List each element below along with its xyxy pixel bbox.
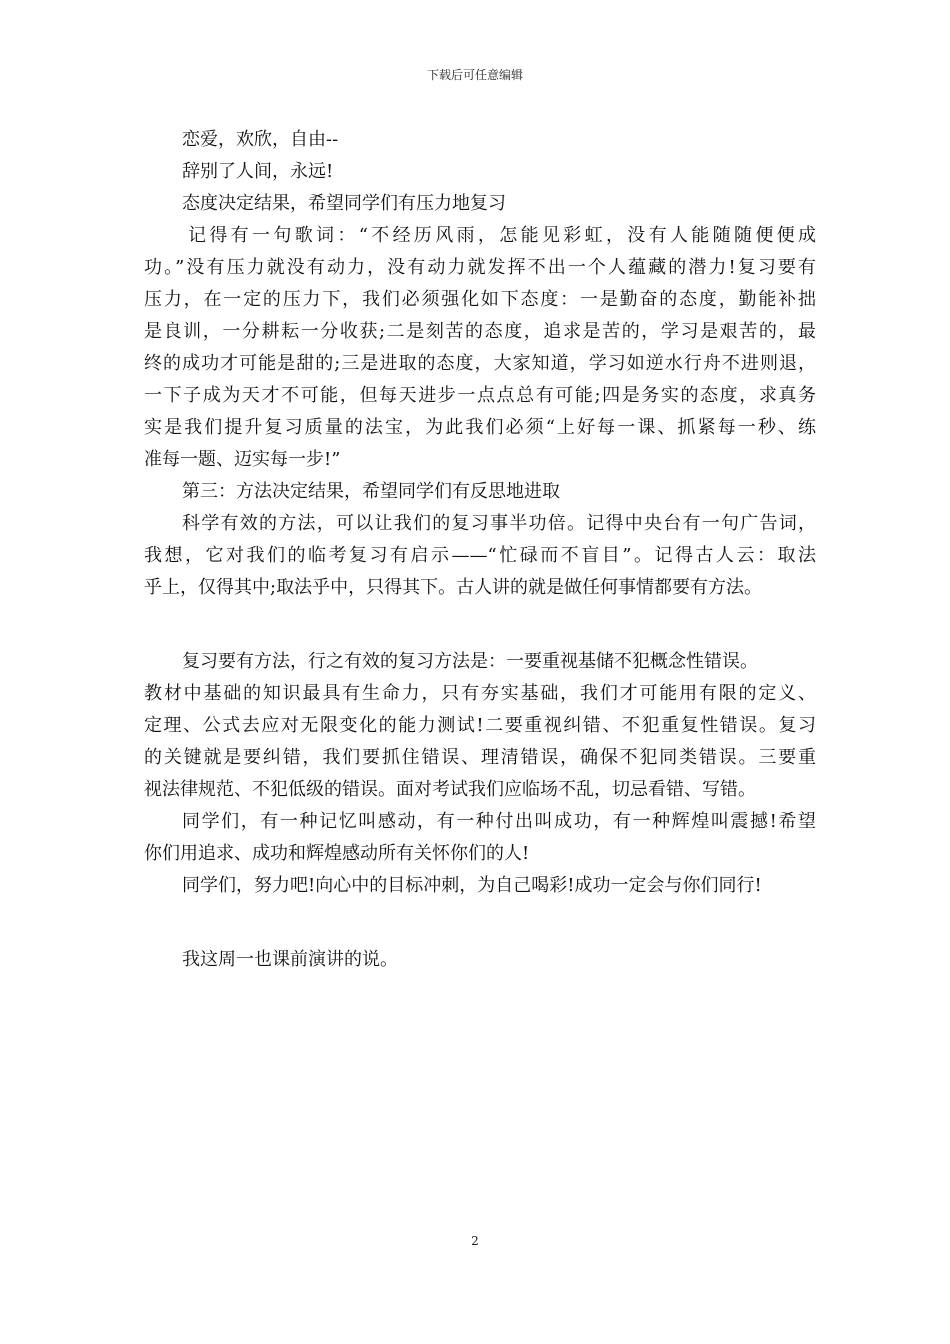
paragraph-line: 的关键就是要纠错，我们要抓住错误、理清错误，确保不犯同类错误。三要重 — [144, 747, 816, 768]
paragraph-line: 乎上，仅得其中;取法乎中，只得其下。古人讲的就是做任何事情都要有方法。 — [144, 577, 763, 598]
paragraph-line: 教材中基础的知识最具有生命力，只有夯实基础，我们才可能用有限的定义、 — [144, 683, 816, 704]
paragraph-spacer — [144, 902, 816, 944]
page-number: 2 — [471, 1234, 479, 1248]
document-body — [144, 124, 816, 976]
paragraph-line: 功。”没有压力就没有动力，没有动力就发挥不出一个人蕴藏的潜力!复习要有 — [144, 257, 816, 278]
paragraph-line: 你们用追求、成功和辉煌感动所有关怀你们的人! — [144, 843, 530, 864]
paragraph-line: 同学们，有一种记忆叫感动，有一种付出叫成功，有一种辉煌叫震撼!希望 — [182, 811, 816, 832]
paragraph-line: 复习要有方法，行之有效的复习方法是：一要重视基储不犯概念性错误。 — [182, 651, 758, 672]
section-title: 态度决定结果，希望同学们有压力地复习 — [182, 193, 506, 214]
paragraph-line: 视法律规范、不犯低级的错误。面对考试我们应临场不乱，切忌看错、写错。 — [144, 779, 756, 800]
paragraph-line: 定理、公式去应对无限变化的能力测试!二要重视纠错、不犯重复性错误。复习 — [144, 715, 816, 736]
paragraph-line: 我想，它对我们的临考复习有启示——“忙碌而不盲目”。记得古人云：取法 — [144, 545, 816, 566]
paragraph-spacer — [144, 604, 816, 646]
page-header: 下载后可任意编辑 — [426, 68, 523, 82]
paragraph-line: 终的成功才可能是甜的;三是进取的态度，大家知道，学习如逆水行舟不进则退， — [144, 353, 816, 374]
paragraph-line: 压力，在一定的压力下，我们必须强化如下态度：一是勤奋的态度，勤能补拙 — [144, 289, 816, 310]
closing-line: 我这周一也课前演讲的说。 — [182, 949, 398, 970]
poem-line: 恋爱，欢欣，自由-- — [182, 129, 339, 150]
paragraph-line: 记得有一句歌词：“不经历风雨，怎能见彩虹，没有人能随随便便成 — [188, 225, 816, 246]
paragraph-line: 科学有效的方法，可以让我们的复习事半功倍。记得中央台有一句广告词， — [182, 513, 816, 534]
paragraph-line: 准每一题、迈实每一步!” — [144, 449, 341, 470]
paragraph-line: 同学们，努力吧!向心中的目标冲刺，为自己喝彩!成功一定会与你们同行! — [182, 875, 762, 896]
poem-line: 辞别了人间，永远! — [182, 161, 334, 182]
paragraph-line: 实是我们提升复习质量的法宝，为此我们必须“上好每一课、抓紧每一秒、练 — [144, 417, 816, 438]
section-title: 第三：方法决定结果，希望同学们有反思地进取 — [182, 481, 560, 502]
paragraph-line: 一下子成为天才不可能，但每天进步一点点总有可能;四是务实的态度，求真务 — [144, 385, 816, 406]
paragraph-line: 是良训，一分耕耘一分收获;二是刻苦的态度，追求是苦的，学习是艰苦的，最 — [144, 321, 816, 342]
